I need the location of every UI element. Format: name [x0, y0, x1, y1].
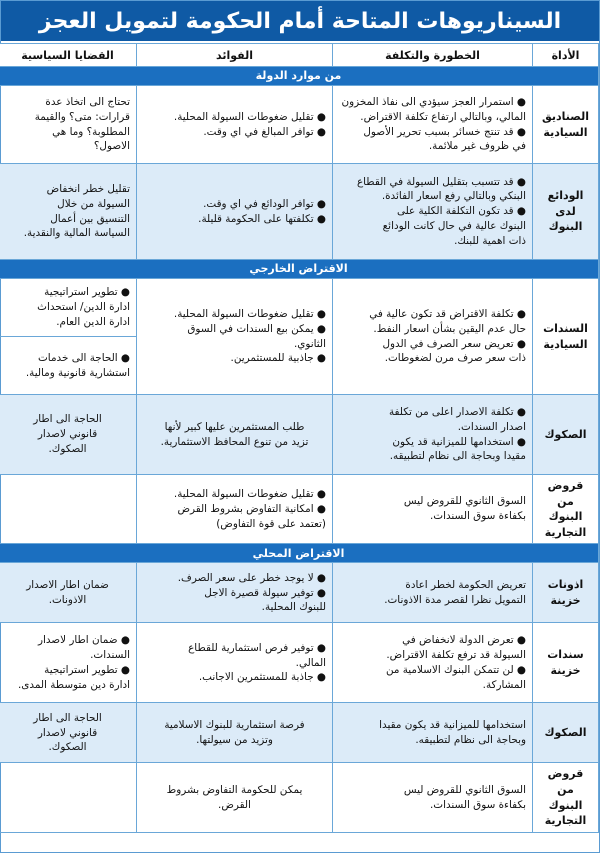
risk-cell	[333, 763, 533, 832]
cell-line: الحاجة الى اطار	[33, 413, 102, 426]
section-label-state: من موارد الدولة	[0, 67, 599, 86]
policy-cell	[0, 623, 137, 703]
cell-line: ● تعريض سعر الصرف في الدول	[382, 337, 526, 350]
cell-line: ذات سعر صرف مرن لضغوطات.	[384, 352, 526, 365]
scenarios-table	[0, 43, 599, 833]
risk-cell	[333, 703, 533, 763]
cell-line: ● قد تنتج خسائر بسبب تحرير الأصول	[363, 125, 526, 138]
cell-line: ● تقليل ضغوطات السيولة المحلية.	[173, 110, 326, 123]
cell-line: السندات.	[90, 649, 130, 662]
cell-line: ● توفير فرص استثمارية للقطاع	[188, 641, 326, 654]
table-row-sukuk-domestic	[0, 703, 599, 763]
tool-cell: سندات خزينة	[533, 623, 599, 703]
cell-line: ● تكلفة الاصدار اعلى من تكلفة	[388, 405, 526, 418]
cell-line: ● لن تتمكن البنوك الاسلامية من	[385, 663, 526, 676]
cell-line: قرارات: متى؟ والقيمة	[34, 110, 130, 123]
table-row-treasury-bonds	[0, 623, 599, 703]
cell-line: السيولة قد ترفع تكلفة الاقتراض.	[386, 649, 526, 662]
cell-line: في ظروف غير ملائمة.	[428, 140, 526, 153]
col-header-benefits: الفوائد	[137, 44, 333, 67]
benefits-cell	[137, 164, 333, 260]
benefits-cell	[137, 86, 333, 164]
table-row-commercial-loans-external	[0, 475, 599, 544]
cell-line: السيولة من خلال	[57, 197, 130, 210]
risk-cell	[333, 475, 533, 544]
table-row-sukuk-external	[0, 395, 599, 475]
tool-cell: الصناديق السيادية	[533, 86, 599, 164]
tool-cell: السندات السيادية	[533, 279, 599, 395]
section-label-external: الاقتراض الخارجي	[0, 260, 599, 279]
cell-line: القرض.	[218, 798, 251, 811]
cell-line: ● استمرار العجز سيؤدي الى نفاذ المخزون	[341, 95, 526, 108]
cell-line: تحتاج الى اتخاذ عدة	[45, 95, 130, 108]
risk-cell	[333, 623, 533, 703]
cell-line: حال عدم اليقين بشأن اسعار النفط.	[373, 322, 526, 335]
policy-cell	[0, 279, 137, 337]
col-header-risk: الخطورة والتكلفة	[333, 44, 533, 67]
risk-cell	[333, 563, 533, 623]
cell-line: ● تقليل ضغوطات السيولة المحلية.	[173, 307, 326, 320]
cell-line: ● لا يوجد خطر على سعر الصرف.	[177, 571, 326, 584]
cell-line: ● تطوير استراتيجية	[44, 286, 130, 299]
table-row-sovereign-bonds-a	[0, 279, 599, 337]
cell-line: فرصة استثمارية للبنوك الاسلامية	[164, 719, 305, 732]
cell-line: الصكوك.	[48, 741, 87, 754]
benefits-cell	[137, 279, 333, 395]
col-header-tool: الأداة	[533, 44, 599, 67]
cell-line: الحاجة الى اطار	[33, 711, 102, 724]
risk-cell	[333, 395, 533, 475]
cell-line: اصدار السندات.	[457, 420, 526, 433]
cell-line: ● تعرض الدولة لانخفاض في	[402, 634, 526, 647]
cell-line: ● امكانية التفاوض بشروط القرض	[177, 502, 326, 515]
table-row-commercial-loans-domestic	[0, 763, 599, 832]
table-row-bank-deposits	[0, 164, 599, 260]
policy-cell	[0, 563, 137, 623]
tool-cell: قروض من البنوك التجارية	[533, 475, 599, 544]
policy-cell	[0, 86, 137, 164]
cell-line: ● استخدامها للميزانية قد يكون	[392, 435, 526, 448]
cell-line: وتزيد من سيولتها.	[196, 733, 273, 746]
header-row	[0, 44, 599, 67]
cell-line: المالي، وبالتالي ارتفاع تكلفة الاقتراض.	[360, 110, 526, 123]
benefits-cell	[137, 395, 333, 475]
cell-line: ● تكلفتها على الحكومة قليلة.	[198, 212, 326, 225]
cell-line: ● يمكن بيع السندات في السوق	[187, 322, 326, 335]
benefits-cell	[137, 475, 333, 544]
cell-line: السياسة المالية والنقدية.	[23, 227, 130, 240]
policy-cell	[0, 475, 137, 544]
cell-line: استخدامها للميزانية قد يكون مقيدا	[379, 719, 526, 732]
section-row-domestic	[0, 544, 599, 563]
table-row-treasury-bills	[0, 563, 599, 623]
cell-line: ● ضمان اطار لاصدار	[37, 634, 130, 647]
section-row-external	[0, 260, 599, 279]
cell-line: التمويل نظرا لقصر مدة الاذونات.	[384, 593, 526, 606]
cell-line: بكفاءة سوق السندات.	[429, 510, 526, 523]
infographic-title: السيناريوهات المتاحة أمام الحكومة لتمويل العجز	[1, 1, 599, 43]
cell-line: مقيدا وبحاجة الى نظام لتطبيقه.	[389, 450, 526, 463]
cell-line: وبحاجة الى نظام لتطبيقه.	[415, 733, 526, 746]
tool-cell: الصكوك	[533, 395, 599, 475]
cell-line: يمكن للحكومة التفاوض بشروط	[166, 783, 303, 796]
cell-line: السوق الثانوي للقروض ليس	[403, 783, 526, 796]
cell-line: الاصول؟	[93, 140, 130, 153]
risk-cell	[333, 164, 533, 260]
cell-line: الصكوك.	[48, 442, 87, 455]
cell-line: تقليل خطر انخفاض	[46, 182, 130, 195]
cell-line: ● توفير سيولة قصيرة الاجل	[204, 586, 326, 599]
cell-line: ضمان اطار الاصدار	[26, 579, 109, 592]
tool-cell: اذونات خزينة	[533, 563, 599, 623]
cell-line: ● توافر المبالغ في اي وقت.	[203, 125, 326, 138]
cell-line: الثانوي.	[293, 337, 326, 350]
cell-line: استشارية قانونية ومالية.	[25, 366, 130, 379]
section-label-domestic: الاقتراض المحلي	[0, 544, 599, 563]
policy-cell	[0, 395, 137, 475]
cell-line: السوق الثانوي للقروض ليس	[403, 495, 526, 508]
cell-line: ● توافر الودائع في اي وقت.	[203, 197, 326, 210]
cell-line: المطلوبة؟ وما هي	[52, 125, 130, 138]
cell-line: ● قد تتسبب بتقليل السيولة في القطاع	[356, 175, 526, 188]
cell-line: ادارة الدين/ استحداث	[37, 301, 130, 314]
cell-line: البنكي وبالتالي رفع اسعار الفائدة.	[381, 190, 526, 203]
cell-line: (تعتمد على قوة التفاوض)	[216, 517, 326, 530]
section-row-state	[0, 67, 599, 86]
cell-line: ادارة دين متوسطة المدى.	[17, 678, 130, 691]
cell-line: ● تقليل ضغوطات السيولة المحلية.	[173, 488, 326, 501]
policy-cell	[0, 763, 137, 832]
cell-line: الاذونات.	[48, 593, 87, 606]
cell-line: ● تكلفة الاقتراض قد تكون عالية في	[369, 307, 526, 320]
benefits-cell	[137, 623, 333, 703]
cell-line: تزيد من تنوع المحافظ الاستثمارية.	[160, 435, 309, 448]
cell-line: ● تطوير استراتيجية	[44, 663, 130, 676]
table-row-sovereign-funds	[0, 86, 599, 164]
cell-line: التنسيق بين أعمال	[50, 212, 130, 225]
benefits-cell	[137, 563, 333, 623]
cell-line: ● قد تكون التكلفة الكلية على	[396, 205, 526, 218]
cell-line: بكفاءة سوق السندات.	[429, 798, 526, 811]
policy-cell	[0, 703, 137, 763]
cell-line: طلب المستثمرين عليها كبير لأنها	[164, 420, 305, 433]
col-header-policy: القضايا السياسية	[0, 44, 137, 67]
risk-cell	[333, 279, 533, 395]
cell-line: ● جاذبة للمستثمرين الاجانب.	[198, 671, 326, 684]
cell-line: قانوني لاصدار	[37, 428, 98, 441]
cell-line: المشاركة.	[482, 678, 526, 691]
benefits-cell	[137, 763, 333, 832]
cell-line: البنوك عالية في حال كانت الودائع	[382, 219, 526, 232]
cell-line: ذات اهمية للبنك.	[454, 234, 526, 247]
cell-line: قانوني لاصدار	[37, 726, 98, 739]
cell-line: ● جاذبية للمستثمرين.	[230, 352, 326, 365]
cell-line: للبنوك المحلية.	[261, 601, 326, 614]
cell-line: ادارة الدين العام.	[56, 315, 130, 328]
tool-cell: قروض من البنوك التجارية	[533, 763, 599, 832]
cell-line: المالي.	[295, 656, 326, 669]
benefits-cell	[137, 703, 333, 763]
policy-cell	[0, 337, 137, 395]
cell-line: تعريض الحكومة لخطر اعادة	[405, 579, 526, 592]
policy-cell	[0, 164, 137, 260]
tool-cell: الودائع لدى البنوك	[533, 164, 599, 260]
cell-line: ● الحاجة الى خدمات	[38, 351, 130, 364]
tool-cell: الصكوك	[533, 703, 599, 763]
risk-cell	[333, 86, 533, 164]
